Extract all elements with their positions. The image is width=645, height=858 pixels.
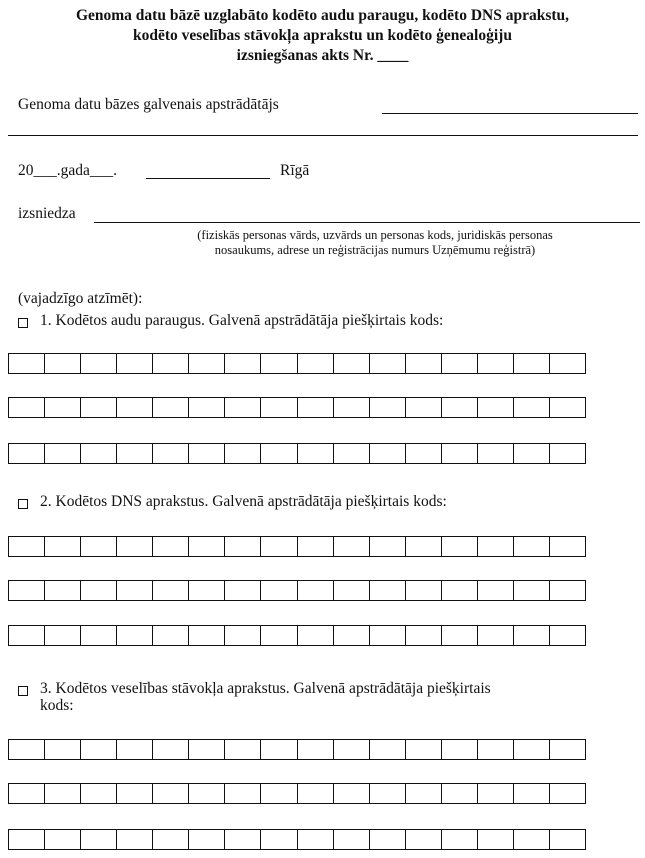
code-cell[interactable] <box>9 830 45 849</box>
code-cell[interactable] <box>298 444 334 463</box>
code-cell[interactable] <box>117 537 153 556</box>
code-cell[interactable] <box>45 830 81 849</box>
code-cell[interactable] <box>9 537 45 556</box>
code-grid-1-row-1[interactable] <box>8 353 586 374</box>
code-cell[interactable] <box>442 830 478 849</box>
code-cell[interactable] <box>370 444 406 463</box>
code-cell[interactable] <box>514 398 550 417</box>
code-cell[interactable] <box>45 398 81 417</box>
code-cell[interactable] <box>334 537 370 556</box>
option-3-text: 3. Kodētos veselības stāvokļa aprakstus. Galvenā apstrādātāja piešķirtais <box>40 680 491 697</box>
issued-caption-line-1: (fiziskās personas vārds, uzvārds un personas kods, juridiskās personas <box>197 228 553 242</box>
code-cell[interactable] <box>442 398 478 417</box>
option-1-checkbox[interactable] <box>18 318 28 328</box>
code-cell[interactable] <box>406 626 442 645</box>
code-cell[interactable] <box>81 354 117 373</box>
code-cell[interactable] <box>225 354 261 373</box>
processor-label: Genoma datu bāzes galvenais apstrādātājs <box>18 96 279 113</box>
code-cell[interactable] <box>189 537 225 556</box>
code-grid-1-row-2[interactable] <box>8 397 586 418</box>
code-cell[interactable] <box>298 537 334 556</box>
code-cell[interactable] <box>189 444 225 463</box>
code-grid-3-row-3[interactable] <box>8 829 586 850</box>
option-3-text-cont: kods: <box>40 697 74 714</box>
code-cell[interactable] <box>550 444 585 463</box>
code-cell[interactable] <box>442 354 478 373</box>
code-cell[interactable] <box>225 784 261 803</box>
code-cell[interactable] <box>261 740 297 759</box>
code-cell[interactable] <box>406 354 442 373</box>
code-cell[interactable] <box>9 740 45 759</box>
code-cell[interactable] <box>298 830 334 849</box>
code-grid-3-row-1[interactable] <box>8 739 586 760</box>
code-cell[interactable] <box>81 830 117 849</box>
title-line-1: Genoma datu bāzē uzglabāto kodēto audu paraugu, kodēto DNS aprakstu, <box>75 7 570 24</box>
code-cell[interactable] <box>478 581 514 600</box>
option-3-checkbox[interactable] <box>18 686 28 696</box>
code-cell[interactable] <box>225 626 261 645</box>
code-cell[interactable] <box>514 581 550 600</box>
code-cell[interactable] <box>81 398 117 417</box>
code-cell[interactable] <box>81 537 117 556</box>
code-cell[interactable] <box>189 354 225 373</box>
title-line-2: kodēto veselības stāvokļa aprakstu un kodēto ģenealoģiju <box>133 27 512 44</box>
code-cell[interactable] <box>514 740 550 759</box>
code-cell[interactable] <box>117 626 153 645</box>
code-grid-2-row-3[interactable] <box>8 625 586 646</box>
code-cell[interactable] <box>370 784 406 803</box>
issued-field-line[interactable] <box>94 222 640 223</box>
code-cell[interactable] <box>189 626 225 645</box>
code-cell[interactable] <box>442 740 478 759</box>
code-cell[interactable] <box>298 784 334 803</box>
code-cell[interactable] <box>406 398 442 417</box>
code-cell[interactable] <box>117 444 153 463</box>
code-grid-2-row-1[interactable] <box>8 536 586 557</box>
code-cell[interactable] <box>81 581 117 600</box>
code-cell[interactable] <box>406 784 442 803</box>
code-cell[interactable] <box>550 581 585 600</box>
code-cell[interactable] <box>334 398 370 417</box>
code-cell[interactable] <box>81 626 117 645</box>
code-cell[interactable] <box>189 581 225 600</box>
code-cell[interactable] <box>153 830 189 849</box>
code-cell[interactable] <box>81 784 117 803</box>
option-2-text: 2. Kodētos DNS aprakstus. Galvenā apstrādātāja piešķirtais kods: <box>40 493 447 510</box>
code-cell[interactable] <box>45 784 81 803</box>
code-cell[interactable] <box>189 784 225 803</box>
code-cell[interactable] <box>81 444 117 463</box>
code-cell[interactable] <box>45 537 81 556</box>
code-cell[interactable] <box>334 444 370 463</box>
code-cell[interactable] <box>298 740 334 759</box>
code-cell[interactable] <box>261 830 297 849</box>
code-cell[interactable] <box>442 581 478 600</box>
code-cell[interactable] <box>9 784 45 803</box>
code-cell[interactable] <box>298 354 334 373</box>
code-cell[interactable] <box>45 581 81 600</box>
code-cell[interactable] <box>261 537 297 556</box>
code-cell[interactable] <box>45 740 81 759</box>
code-cell[interactable] <box>189 740 225 759</box>
code-cell[interactable] <box>225 830 261 849</box>
code-cell[interactable] <box>261 398 297 417</box>
code-cell[interactable] <box>550 398 585 417</box>
code-cell[interactable] <box>298 626 334 645</box>
code-cell[interactable] <box>442 537 478 556</box>
code-cell[interactable] <box>9 354 45 373</box>
code-cell[interactable] <box>153 740 189 759</box>
code-cell[interactable] <box>153 444 189 463</box>
code-cell[interactable] <box>550 740 585 759</box>
code-cell[interactable] <box>370 398 406 417</box>
code-cell[interactable] <box>478 830 514 849</box>
mark-note: (vajadzīgo atzīmēt): <box>18 290 143 307</box>
code-cell[interactable] <box>550 830 585 849</box>
code-cell[interactable] <box>442 626 478 645</box>
code-cell[interactable] <box>514 444 550 463</box>
code-cell[interactable] <box>406 740 442 759</box>
code-cell[interactable] <box>9 626 45 645</box>
code-cell[interactable] <box>514 784 550 803</box>
code-cell[interactable] <box>514 537 550 556</box>
code-cell[interactable] <box>370 626 406 645</box>
code-cell[interactable] <box>153 784 189 803</box>
code-cell[interactable] <box>478 537 514 556</box>
code-cell[interactable] <box>153 537 189 556</box>
code-cell[interactable] <box>334 626 370 645</box>
code-cell[interactable] <box>370 740 406 759</box>
code-cell[interactable] <box>9 581 45 600</box>
place-text: Rīgā <box>280 162 310 179</box>
date-prefix <box>18 162 117 180</box>
code-cell[interactable] <box>117 740 153 759</box>
code-cell[interactable] <box>117 784 153 803</box>
code-cell[interactable] <box>370 581 406 600</box>
code-cell[interactable] <box>9 398 45 417</box>
code-grid-3-row-2[interactable] <box>8 783 586 804</box>
code-cell[interactable] <box>45 354 81 373</box>
document-title <box>0 6 645 66</box>
code-cell[interactable] <box>45 444 81 463</box>
code-cell[interactable] <box>334 581 370 600</box>
code-cell[interactable] <box>478 354 514 373</box>
code-cell[interactable] <box>225 537 261 556</box>
code-cell[interactable] <box>153 626 189 645</box>
processor-field-line-2[interactable] <box>8 135 638 136</box>
code-cell[interactable] <box>442 784 478 803</box>
code-cell[interactable] <box>370 830 406 849</box>
code-grid-1-row-3[interactable] <box>8 443 586 464</box>
option-2-checkbox[interactable] <box>18 499 28 509</box>
date-text: 20___.gada___. <box>18 162 118 179</box>
code-cell[interactable] <box>406 537 442 556</box>
code-cell[interactable] <box>261 581 297 600</box>
code-cell[interactable] <box>478 626 514 645</box>
code-cell[interactable] <box>225 740 261 759</box>
code-cell[interactable] <box>370 354 406 373</box>
issued-caption-line-2: nosaukums, adrese un reģistrācijas numurs Uzņēmumu reģistrā) <box>214 243 536 257</box>
code-cell[interactable] <box>406 830 442 849</box>
code-cell[interactable] <box>334 784 370 803</box>
code-cell[interactable] <box>225 581 261 600</box>
code-cell[interactable] <box>334 740 370 759</box>
code-cell[interactable] <box>514 354 550 373</box>
code-cell[interactable] <box>45 626 81 645</box>
code-cell[interactable] <box>478 784 514 803</box>
code-cell[interactable] <box>117 354 153 373</box>
code-cell[interactable] <box>334 830 370 849</box>
code-cell[interactable] <box>550 537 585 556</box>
code-cell[interactable] <box>514 626 550 645</box>
code-cell[interactable] <box>153 354 189 373</box>
code-cell[interactable] <box>9 444 45 463</box>
code-cell[interactable] <box>550 354 585 373</box>
code-cell[interactable] <box>189 398 225 417</box>
code-cell[interactable] <box>298 398 334 417</box>
code-cell[interactable] <box>478 740 514 759</box>
code-cell[interactable] <box>514 830 550 849</box>
issued-label: izsniedza <box>18 205 76 222</box>
processor-field-line[interactable] <box>382 113 638 114</box>
code-cell[interactable] <box>225 398 261 417</box>
code-cell[interactable] <box>478 444 514 463</box>
code-cell[interactable] <box>81 740 117 759</box>
title-line-3: izsniegšanas akts Nr. ____ <box>236 47 409 64</box>
code-cell[interactable] <box>550 626 585 645</box>
code-cell[interactable] <box>117 830 153 849</box>
code-cell[interactable] <box>189 830 225 849</box>
date-month-line[interactable] <box>146 178 270 179</box>
code-cell[interactable] <box>406 581 442 600</box>
code-cell[interactable] <box>117 398 153 417</box>
code-cell[interactable] <box>153 398 189 417</box>
code-cell[interactable] <box>261 784 297 803</box>
code-cell[interactable] <box>261 626 297 645</box>
code-cell[interactable] <box>261 354 297 373</box>
code-cell[interactable] <box>298 581 334 600</box>
code-cell[interactable] <box>334 354 370 373</box>
code-cell[interactable] <box>442 444 478 463</box>
code-cell[interactable] <box>225 444 261 463</box>
code-cell[interactable] <box>406 444 442 463</box>
code-cell[interactable] <box>261 444 297 463</box>
code-cell[interactable] <box>550 784 585 803</box>
code-grid-2-row-2[interactable] <box>8 580 586 601</box>
issued-caption <box>110 228 640 258</box>
code-cell[interactable] <box>153 581 189 600</box>
code-cell[interactable] <box>117 581 153 600</box>
code-cell[interactable] <box>478 398 514 417</box>
code-cell[interactable] <box>370 537 406 556</box>
option-1-text: 1. Kodētos audu paraugus. Galvenā apstrādātāja piešķirtais kods: <box>40 312 444 329</box>
